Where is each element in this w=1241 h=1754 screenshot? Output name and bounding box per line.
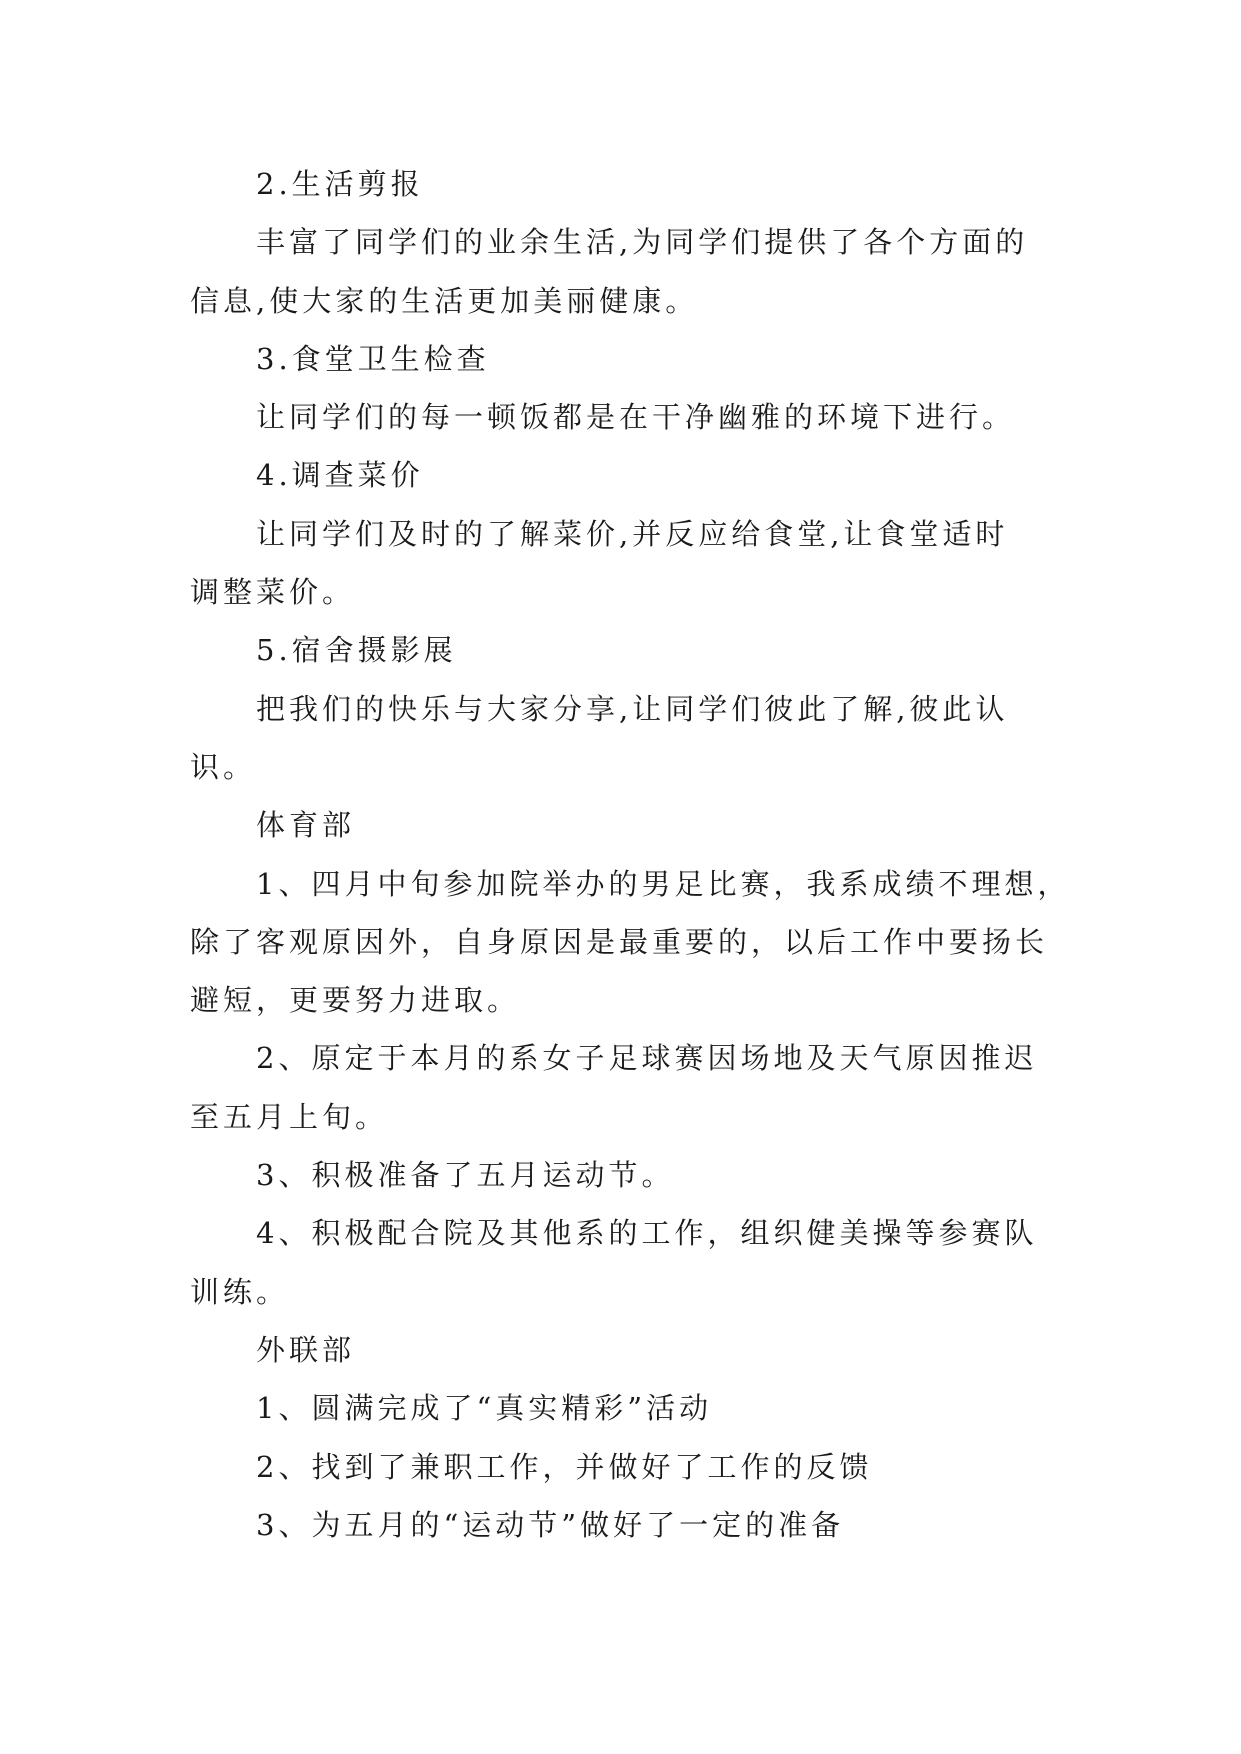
paragraph-line: 信息,使大家的生活更加美丽健康。 <box>190 283 699 318</box>
paragraph-line: 4.调查菜价 <box>256 458 424 493</box>
paragraph-line: 3.食堂卫生检查 <box>256 341 490 376</box>
paragraph-line: 除了客观原因外，自身原因是最重要的，以后工作中要扬长 <box>190 924 1049 959</box>
paragraph-line: 3、积极准备了五月运动节。 <box>256 1158 675 1193</box>
paragraph-line: 2、原定于本月的系女子足球赛因场地及天气原因推迟 <box>256 1041 1038 1076</box>
paragraph <box>190 505 1051 622</box>
item-heading <box>190 446 1051 504</box>
document-body <box>190 155 1071 1554</box>
paragraph-line: 1、圆满完成了“真实精彩”活动 <box>256 1391 713 1426</box>
paragraph-line: 4、积极配合院及其他系的工作，组织健美操等参赛队 <box>256 1216 1038 1251</box>
item-heading <box>190 330 1051 388</box>
paragraph-line: 5.宿舍摄影展 <box>256 633 457 668</box>
paragraph <box>190 1438 1051 1496</box>
paragraph <box>190 1029 1051 1146</box>
item-heading <box>190 155 1051 213</box>
item-heading <box>190 621 1051 679</box>
section-heading <box>190 1321 1051 1379</box>
paragraph-line: 至五月上旬。 <box>190 1099 389 1134</box>
paragraph <box>190 388 1051 446</box>
paragraph <box>190 1204 1051 1321</box>
paragraph-line: 3、为五月的“运动节”做好了一定的准备 <box>256 1507 845 1542</box>
paragraph-line: 调整菜价。 <box>190 575 356 610</box>
paragraph-line: 识。 <box>190 749 257 784</box>
paragraph-line: 让同学们的每一顿饭都是在干净幽雅的环境下进行。 <box>256 400 1016 435</box>
paragraph-line: 丰富了同学们的业余生活,为同学们提供了各个方面的 <box>256 225 1029 260</box>
paragraph <box>190 855 1071 1030</box>
paragraph-line: 把我们的快乐与大家分享,让同学们彼此了解,彼此认 <box>256 691 1009 726</box>
paragraph <box>190 1496 1051 1554</box>
paragraph-line: 2.生活剪报 <box>256 167 424 201</box>
section-heading <box>190 796 1051 854</box>
paragraph-line: 避短，更要努力进取。 <box>190 983 521 1018</box>
paragraph-line: 1、四月中旬参加院举办的男足比赛，我系成绩不理想， <box>256 866 1071 901</box>
paragraph-line: 体育部 <box>256 808 356 843</box>
paragraph <box>190 1379 1051 1437</box>
paragraph-line: 训练。 <box>190 1274 290 1309</box>
paragraph-line: 2、找到了兼职工作，并做好了工作的反馈 <box>256 1449 873 1484</box>
paragraph-line: 外联部 <box>256 1332 356 1367</box>
paragraph <box>190 1146 1051 1204</box>
paragraph-line: 让同学们及时的了解菜价,并反应给食堂,让食堂适时 <box>256 516 1009 551</box>
paragraph <box>190 213 1051 330</box>
paragraph <box>190 680 1051 797</box>
